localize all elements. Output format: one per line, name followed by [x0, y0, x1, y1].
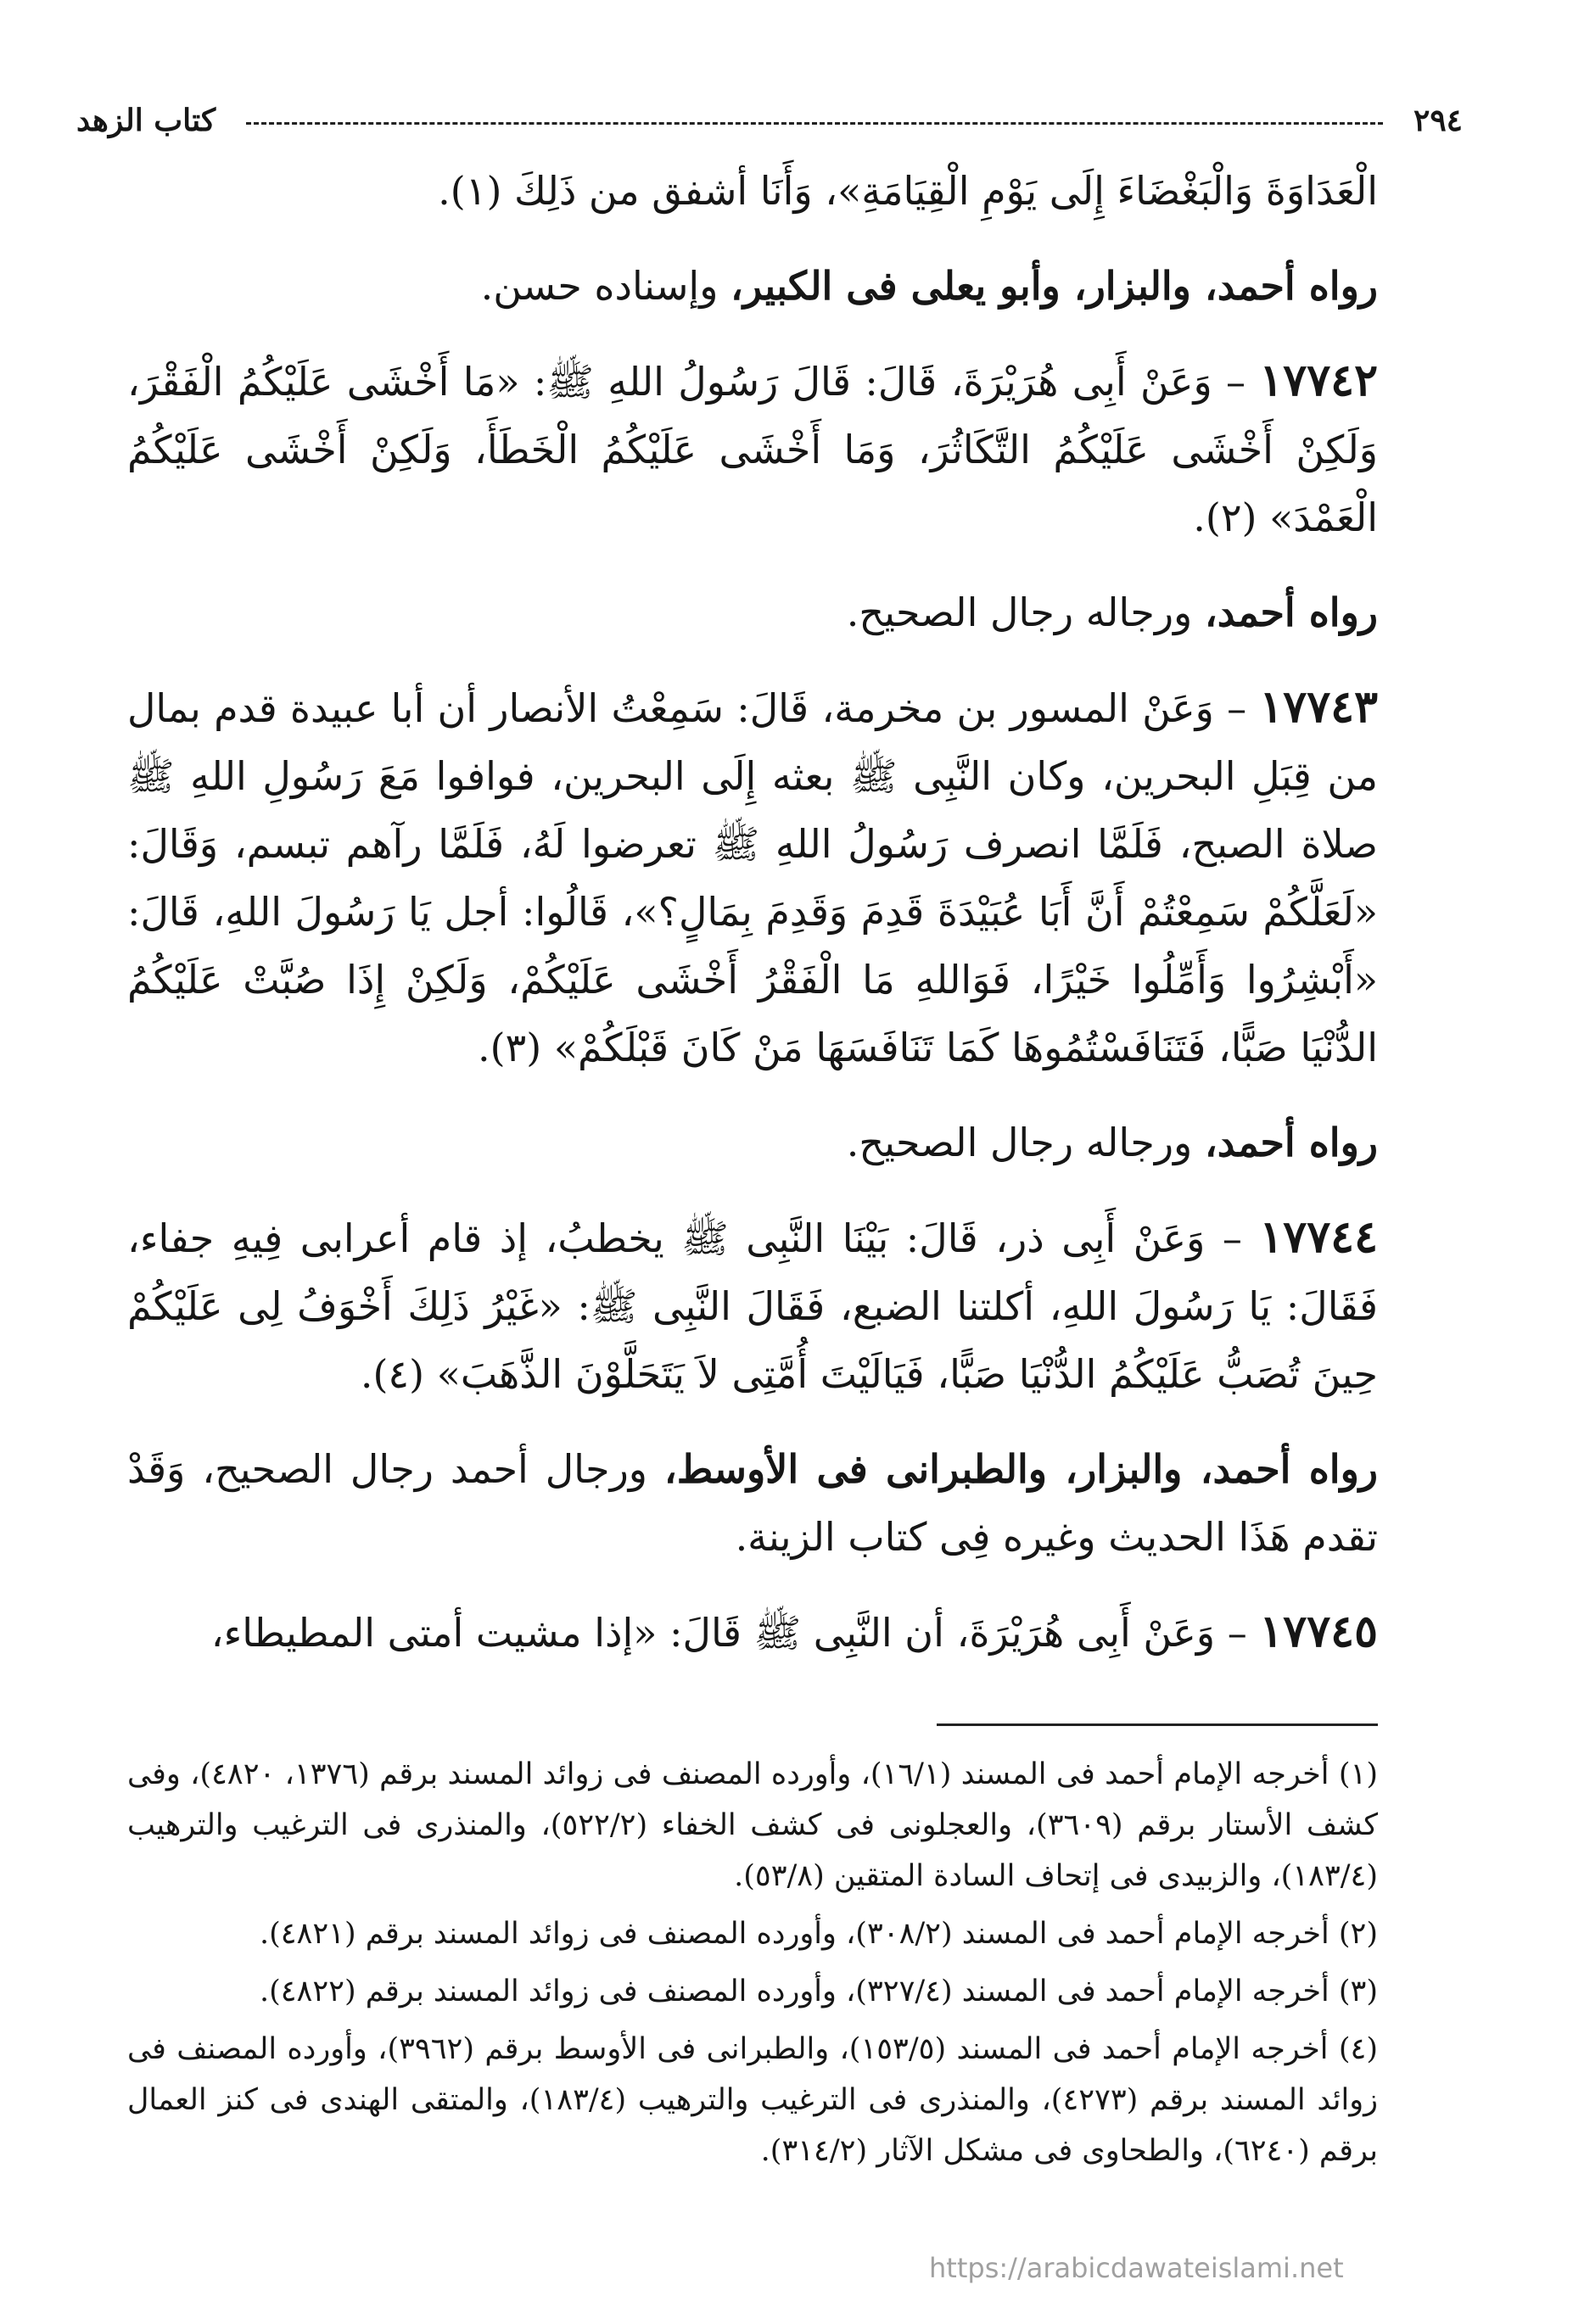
narration-grade: ورجاله رجال الصحيح.	[846, 1120, 1205, 1165]
footnotes	[127, 1749, 1378, 2183]
hadith-17745	[127, 1598, 1378, 1667]
hadith-17742	[127, 347, 1378, 551]
hadith-number: ١٧٧٤٢	[1259, 355, 1378, 406]
footnote-divider	[937, 1723, 1378, 1726]
main-text	[127, 157, 1378, 1694]
narrators: رواه أحمد،	[1204, 1120, 1378, 1165]
narration-grade: ورجاله رجال الصحيح.	[846, 589, 1205, 635]
narration-note	[127, 252, 1378, 320]
footnote-2: (٢) أخرجه الإمام أحمد فى المسند (٣٠٨/٢)، وأورده المصنف فى زوائد المسند برقم (٤٨٢١).	[259, 1917, 1378, 1951]
narration-grade: وإسناده حسن.	[480, 263, 731, 309]
hadith-number: ١٧٧٤٣	[1259, 681, 1378, 733]
page-number: ٢٩٤	[1413, 103, 1463, 138]
hadith-text: – وَعَنْ المسور بن مخرمة، قَالَ: سَمِعْتُ الأنصار أن أبا عبيدة قدم بمال من قِبَلِ البحرين، وكان النَّبِى ﷺ بعثه إِلَى البحرين، فوافوا مَعَ رَسُولِ اللهِ ﷺ صلاة الصبح، فَلَمَّا انصرف رَسُولُ اللهِ ﷺ تعرضوا لَهُ، فَلَمَّا رآهم تبسم، وَقَالَ: «لَعَلَّكُمْ سَمِعْتُمْ أَنَّ أَبَا عُبَيْدَةَ قَدِمَ وَقَدِمَ بِمَالٍ؟»، قَالُوا: أجل يَا رَسُولَ اللهِ، قَالَ: «أَبْشِرُوا وَأَمِّلُوا خَيْرًا، فَوَاللهِ مَا الْفَقْرُ أَخْشَى عَلَيْكُمْ، وَلَكِنْ إِذَا صُبَّتْ عَلَيْكُمُ الدُّنْيَا صَبًّا، فَتَنَافَسْتُمُوهَا كَمَا تَنَافَسَهَا مَنْ كَانَ قَبْلَكُمْ» (٣).	[127, 685, 1378, 1070]
hadith-17744	[127, 1204, 1378, 1408]
narration-grade: ورجال أحمد رجال الصحيح، وَقَدْ تقدم هَذَا الحديث وغيره فِى كتاب الزينة.	[127, 1446, 1378, 1560]
hadith-text: – وَعَنْ أَبِى هُرَيْرَةَ، أن النَّبِى ﷺ قَالَ: «إذا مشيت أمتى المطيطاء،	[210, 1610, 1260, 1656]
footnote-4: (٤) أخرجه الإمام أحمد فى المسند (١٥٣/٥)، والطبرانى فى الأوسط برقم (٣٩٦٢)، وأورده المصنف فى زوائد المسند برقم (٤٢٧٣)، والمنذرى فى الترغيب والترهيب (١٨٣/٤)، والمتقى الهندى فى كنز العمال برقم (٦٢٤٠)، والطحاوى فى مشكل الآثار (٣١٤/٢).	[127, 2032, 1379, 2168]
page-header	[76, 95, 1463, 146]
hadith-text: – وَعَنْ أَبِى ذر، قَالَ: بَيْنَا النَّبِى ﷺ يخطبُ، إذ قام أعرابى فِيهِ جفاء، فَقَالَ: يَا رَسُولَ اللهِ، أكلتنا الضبع، فَقَالَ النَّبِى ﷺ: «غَيْرُ ذَلِكَ أَخْوَفُ لِى عَلَيْكُمْ حِينَ تُصَبُّ عَلَيْكُمُ الدُّنْيَا صَبًّا، فَيَالَيْتَ أُمَّتِى لاَ يَتَحَلَّوْنَ الذَّهَبَ» (٤).	[127, 1215, 1378, 1397]
hadith-number: ١٧٧٤٤	[1259, 1211, 1378, 1263]
narration-note	[127, 1435, 1378, 1571]
watermark: https://arabicdawateislami.net	[929, 2252, 1344, 2284]
paragraph-continuation: الْعَدَاوَةَ وَالْبَغْضَاءَ إِلَى يَوْمِ الْقِيَامَةِ»، وَأَنَا أشفق من ذَلِكَ (١).	[438, 168, 1378, 214]
book-title: كتاب الزهد	[76, 103, 216, 138]
header-divider	[246, 122, 1383, 125]
narrators: رواه أحمد، والبزار، وأبو يعلى فى الكبير،	[731, 263, 1378, 309]
hadith-text: – وَعَنْ أَبِى هُرَيْرَةَ، قَالَ: قَالَ رَسُولُ اللهِ ﷺ: «مَا أَخْشَى عَلَيْكُمُ الْفَقْرَ، وَلَكِنْ أَخْشَى عَلَيْكُمُ التَّكَاثُرَ، وَمَا أَخْشَى عَلَيْكُمُ الْخَطَأَ، وَلَكِنْ أَخْشَى عَلَيْكُمُ الْعَمْدَ» (٢).	[127, 359, 1378, 540]
hadith-number: ١٧٧٤٥	[1259, 1606, 1378, 1657]
footnote-3: (٣) أخرجه الإمام أحمد فى المسند (٣٢٧/٤)، وأورده المصنف فى زوائد المسند برقم (٤٨٢٢).	[259, 1975, 1378, 2008]
narrators: رواه أحمد،	[1204, 589, 1378, 635]
hadith-17743	[127, 673, 1378, 1081]
footnote-1: (١) أخرجه الإمام أحمد فى المسند (١٦/١)، وأورده المصنف فى زوائد المسند برقم (١٣٧٦، ٤٨٢٠)، وفى كشف الأستار برقم (٣٦٠٩)، والعجلونى فى كشف الخفاء (٥٢٢/٢)، والمنذرى فى الترغيب والترهيب (١٨٣/٤)، والزبيدى فى إتحاف السادة المتقين (٥٣/٨).	[127, 1757, 1378, 1893]
narrators: رواه أحمد، والبزار، والطبرانى فى الأوسط،	[663, 1446, 1379, 1492]
narration-note	[127, 578, 1378, 646]
narration-note	[127, 1109, 1378, 1176]
